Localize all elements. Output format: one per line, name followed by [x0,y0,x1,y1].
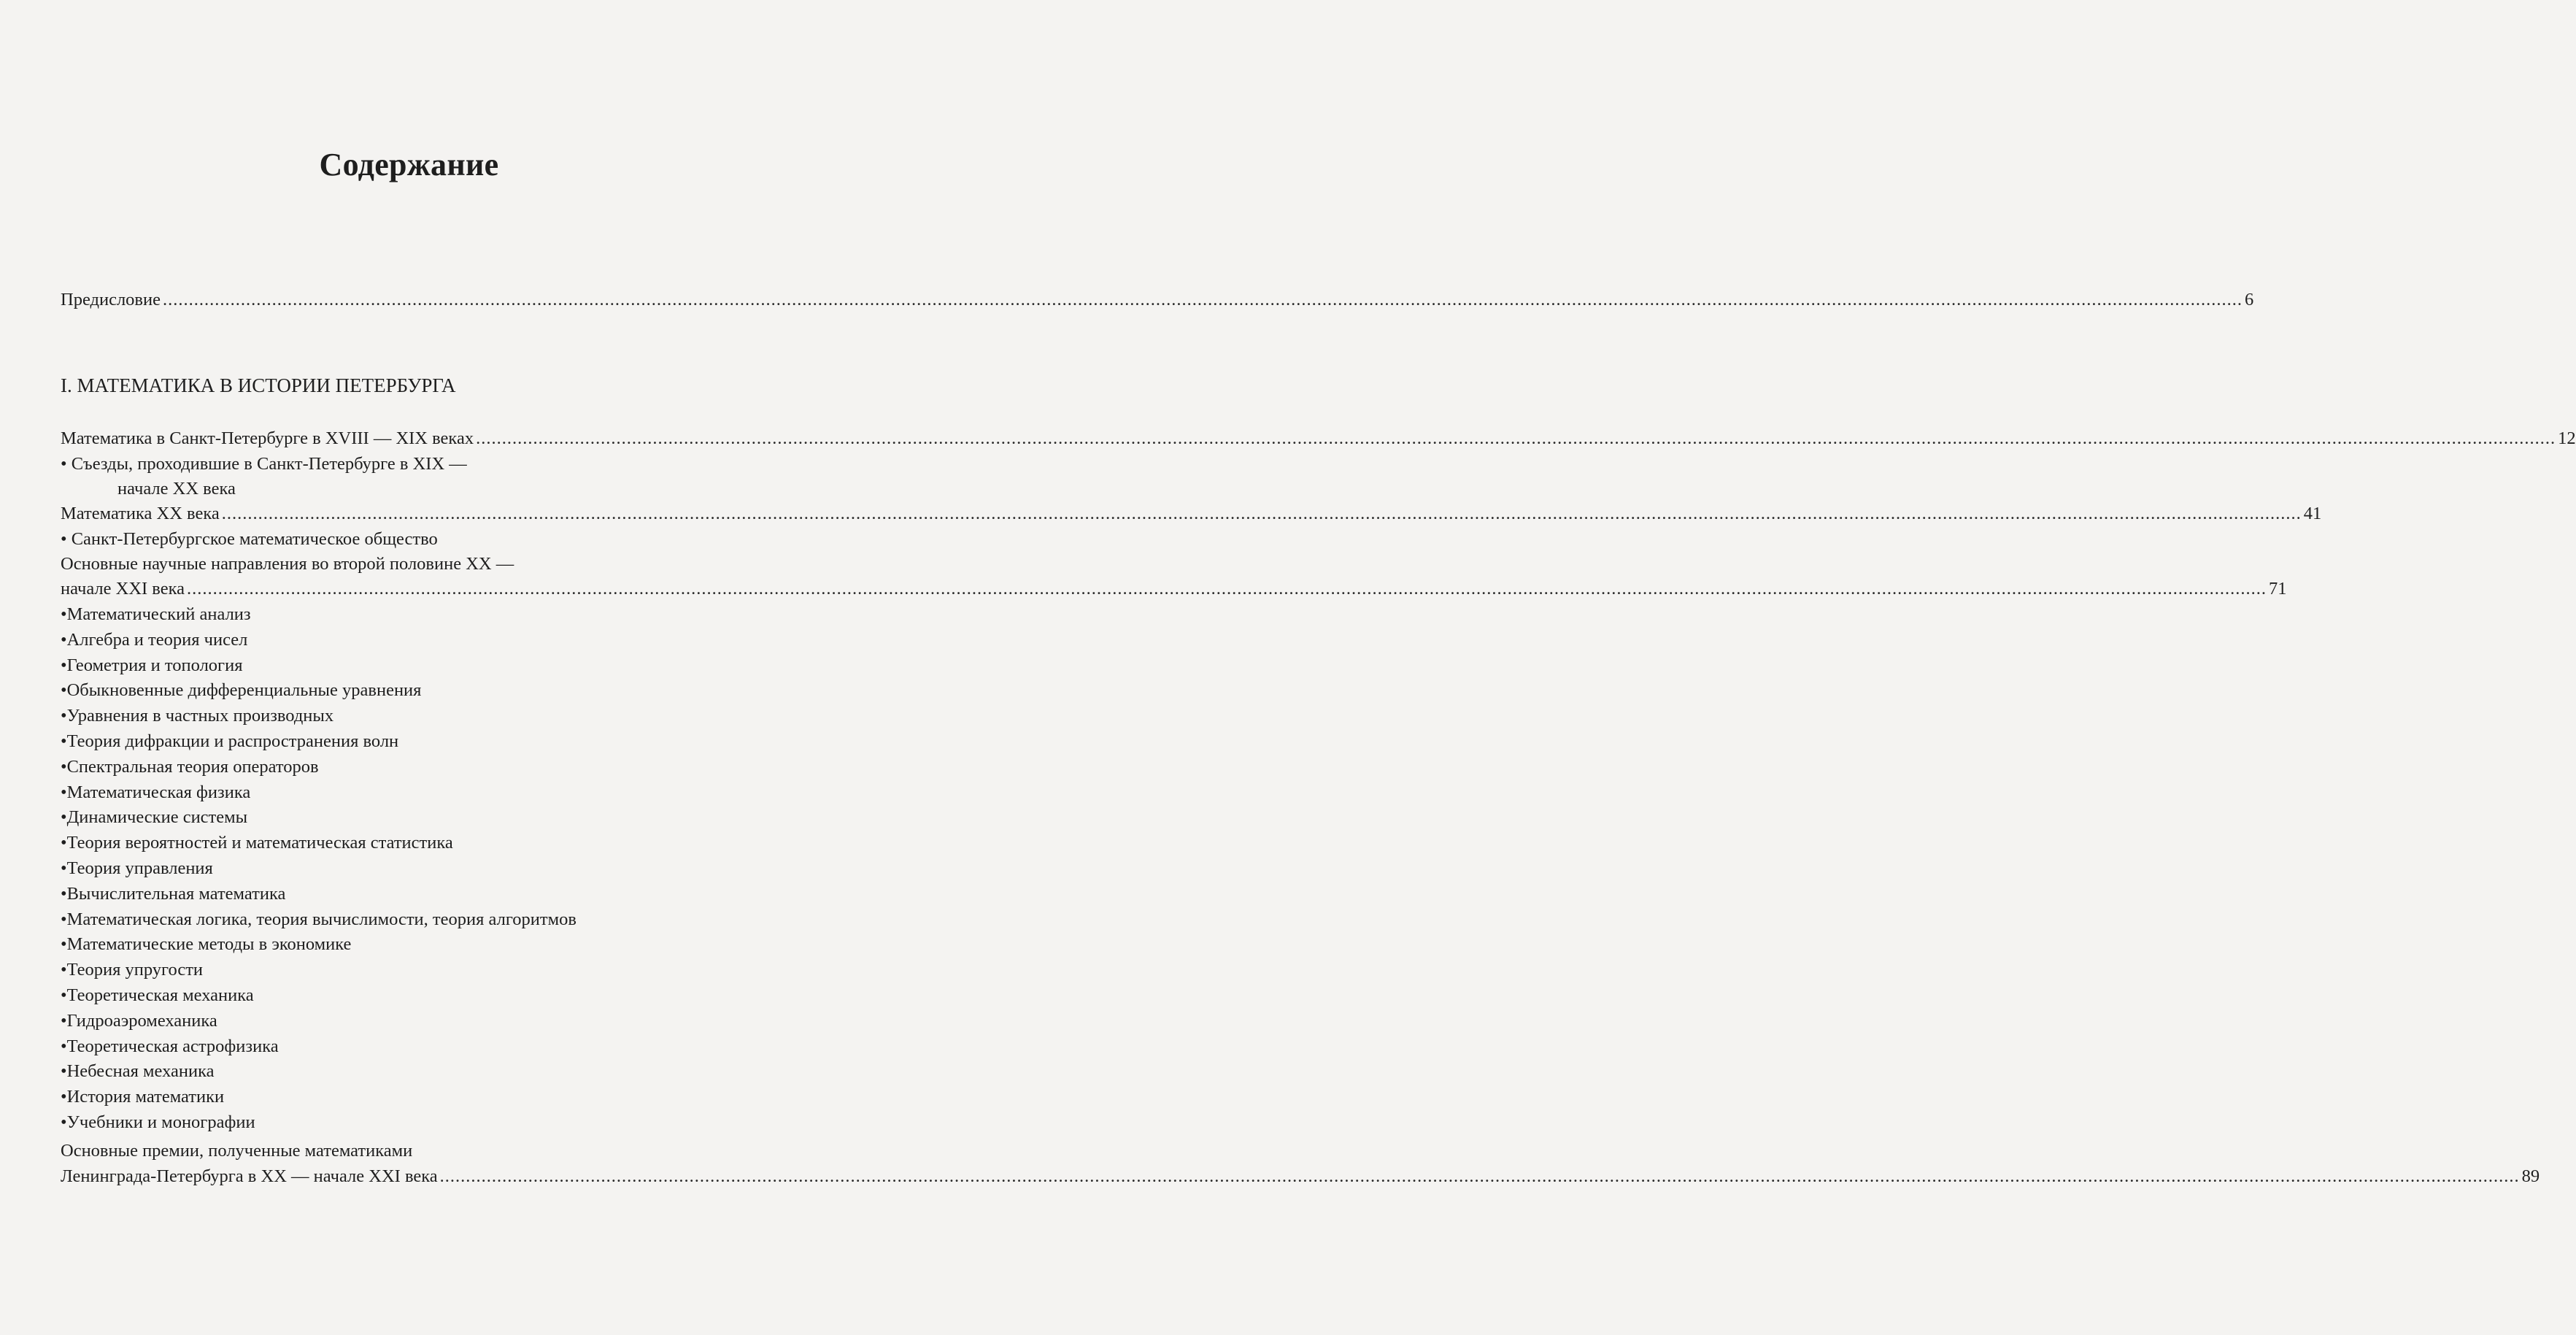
toc-entry [61,578,2287,600]
bullet-icon: • [61,1036,67,1056]
toc-subentry [61,705,728,727]
dot-leader: ................................................................................................................................................................................................................................................................................................................................................................................................................ [187,579,2267,599]
entry-page: 6 [2244,290,2254,309]
bullet-icon: • [61,706,67,726]
subentry-text: Небесная механика [66,1061,215,1082]
subentry-text: Математическая физика [66,782,251,802]
bullet-icon: • [61,1061,67,1082]
bullet-icon: • [61,529,67,549]
subentry-text: Алгебра и теория чисел [66,629,248,650]
entry-text: Математика в Санкт-Петербурге в XVIII — XIX веках [61,428,474,448]
bullet-icon: • [61,909,67,929]
toc-subentry [61,782,728,804]
dot-leader: ................................................................................................................................................................................................................................................................................................................................................................................................................ [476,428,2556,448]
subentry-text: Уравнения в частных производных [66,706,334,726]
subentry-text: Спектральная теория операторов [66,756,319,777]
bullet-icon: • [61,604,67,624]
toc-subentry [61,1061,728,1082]
toc-subentry [61,655,728,677]
toc-subentry [61,1036,728,1058]
toc-subentry [61,1112,728,1134]
toc-entry-text-line: Основные научные направления во второй половине XX — [61,554,514,574]
subentry-text: Теория вероятностей и математическая статистика [66,833,453,853]
subentry-text: Динамические системы [66,807,248,828]
dot-leader: ................................................................................................................................................................................................................................................................................................................................................................................................................ [162,290,2243,309]
bullet-icon: • [61,833,67,853]
subentry-text: Теория упругости [66,960,204,980]
subentry-text: Гидроаэромеханика [66,1010,217,1031]
toc-subentry [61,629,728,651]
entry-page: 12 [2558,428,2576,448]
subentry-text: Математический анализ [66,604,251,624]
toc-subentry [61,832,728,854]
subentry-text: Обыкновенные дифференциальные уравнения [66,680,422,701]
bullet-icon: • [61,756,67,777]
dot-leader: ................................................................................................................................................................................................................................................................................................................................................................................................................ [439,1166,2520,1186]
subentry-text: Учебники и монографии [66,1112,255,1132]
page-title: Содержание [319,147,499,182]
subentry-text: Теоретическая механика [66,985,254,1005]
subentry-text: Математические методы в экономике [66,934,352,955]
bullet-icon: • [61,655,67,675]
subentry-text: Вычислительная математика [66,883,286,904]
subentry-text: Санкт-Петербургское математическое общество [71,529,438,549]
section-heading: I. МАТЕМАТИКА В ИСТОРИИ ПЕТЕРБУРГА [61,374,456,396]
bullet-icon: • [61,680,67,701]
toc-subentry [61,934,728,955]
entry-text: Ленинграда-Петербурга в XX — начале XXI века [61,1166,438,1186]
toc-subentry [61,807,728,828]
toc-subentry [61,680,728,701]
bullet-icon: • [61,934,67,955]
toc-subentry [61,883,728,905]
toc-subentry [61,909,728,931]
bullet-icon: • [61,1112,67,1132]
subentry-text: Теоретическая астрофизика [66,1036,279,1056]
subentry-text: Съезды, проходившие в Санкт-Петербурге в XIX — [71,454,467,474]
subentry-text: Геометрия и топология [66,655,243,675]
bullet-icon: • [61,960,67,980]
toc-entry [61,503,2322,525]
bullet-icon: • [61,858,67,878]
toc-subentry-continued [61,478,728,500]
dot-leader: ................................................................................................................................................................................................................................................................................................................................................................................................................ [221,504,2302,523]
toc-entry [61,1166,2540,1188]
subentry-text: Теория управления [66,858,213,878]
bullet-icon: • [61,731,67,751]
entry-text: Предисловие [61,290,161,309]
toc-subentry [61,453,728,475]
entry-text: Математика XX века [61,504,220,523]
toc-subentry [61,985,728,1007]
bullet-icon: • [61,629,67,650]
entry-page: 71 [2269,579,2287,599]
entry-page: 89 [2521,1166,2540,1186]
toc-subentry [61,528,728,550]
toc-entry-preface [61,289,2254,311]
entry-text: начале XXI века [61,579,185,599]
toc-subentry [61,858,728,880]
subentry-text: начале XX века [117,479,236,499]
bullet-icon: • [61,782,67,802]
toc-subentry [61,1086,728,1108]
subentry-text: История математики [66,1087,225,1107]
toc-subentry [61,604,728,626]
bullet-icon: • [61,985,67,1005]
bullet-icon: • [61,454,67,474]
toc-entry [61,428,2576,450]
toc-subentry [61,959,728,981]
bullet-icon: • [61,1010,67,1031]
bullet-icon: • [61,883,67,904]
toc-subentry [61,756,728,778]
subentry-text: Математическая логика, теория вычислимости, теория алгоритмов [66,909,576,929]
toc-entry-text-line: Основные премии, полученные математиками [61,1141,413,1161]
bullet-icon: • [61,1087,67,1107]
toc-subentry [61,1010,728,1032]
subentry-text: Теория дифракции и распространения волн [66,731,399,751]
toc-subentry [61,731,728,753]
bullet-icon: • [61,807,67,828]
entry-page: 41 [2303,504,2322,523]
